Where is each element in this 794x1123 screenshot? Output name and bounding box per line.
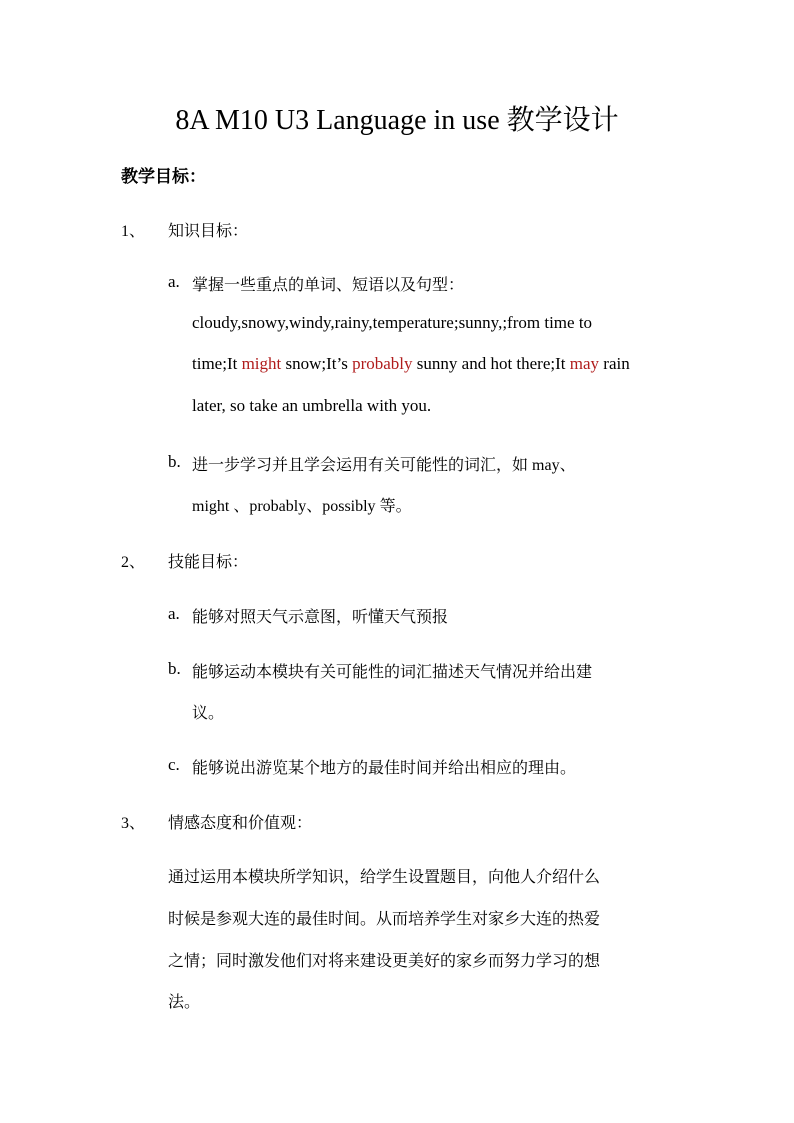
highlight-probably: probably (352, 354, 413, 373)
item-1b-line-2-en: might 、probably、possibly (192, 498, 380, 515)
highlight-may: may (569, 354, 600, 373)
section-1-label: 知识目标： (168, 221, 249, 240)
item-2a-marker: a. (168, 604, 180, 623)
item-1b-line-2-zh: 等。 (379, 496, 412, 515)
item-1a-vocab-line-1: cloudy,snowy,windy,rainy,temperature;sunny,;from time to (192, 313, 593, 332)
item-2b-line-2: 议。 (192, 703, 225, 722)
item-1a-vocab-line-2 (192, 354, 630, 374)
item-1a-text: 掌握一些重点的单词、短语以及句型： (192, 275, 465, 294)
section-2-number: 2、 (121, 554, 146, 571)
item-1b-line-1 (192, 452, 576, 475)
section-3-paragraph-line-3: 之情；同时激发他们对将来建设更美好的家乡而努力学习的想 (168, 951, 601, 970)
section-2-label: 技能目标： (168, 552, 249, 571)
item-1b-line-1-zh: 进一步学习并且学会运用有关可能性的词汇，如 (192, 455, 529, 474)
item-1b-line-1-en: may、 (528, 457, 576, 474)
item-1a-marker: a. (168, 272, 180, 291)
section-1-number: 1、 (121, 223, 146, 240)
item-2b-line-1: 能够运动本模块有关可能性的词汇描述天气情况并给出建 (192, 662, 593, 681)
section-3-number: 3、 (121, 815, 146, 832)
item-2a-text: 能够对照天气示意图，听懂天气预报 (192, 607, 449, 626)
section-3-paragraph-line-2: 时候是参观大连的最佳时间。从而培养学生对家乡大连的热爱 (168, 909, 601, 928)
line2-part-1: time;It (192, 354, 242, 373)
line2-part-2: snow;It’s (281, 354, 353, 373)
document-title: 8A M10 U3 Language in use 教学设计 (175, 105, 619, 136)
line2-part-4: rain (599, 354, 630, 373)
line2-part-3: sunny and hot there;It (412, 354, 570, 373)
section-heading-objectives: 教学目标： (121, 167, 206, 187)
item-1a-vocab-line-3: later, so take an umbrella with you. (192, 396, 432, 415)
section-3-paragraph-line-1: 通过运用本模块所学知识，给学生设置题目，向他人介绍什么 (168, 867, 601, 886)
item-2c-text: 能够说出游览某个地方的最佳时间并给出相应的理由。 (192, 758, 577, 777)
item-2c-marker: c. (168, 755, 180, 774)
section-3-paragraph-line-4: 法。 (168, 992, 201, 1011)
highlight-might: might (241, 354, 282, 373)
item-1b-line-2 (192, 493, 412, 516)
section-3-label: 情感态度和价值观： (168, 813, 313, 832)
item-1b-marker: b. (168, 452, 181, 471)
item-2b-marker: b. (168, 659, 181, 678)
